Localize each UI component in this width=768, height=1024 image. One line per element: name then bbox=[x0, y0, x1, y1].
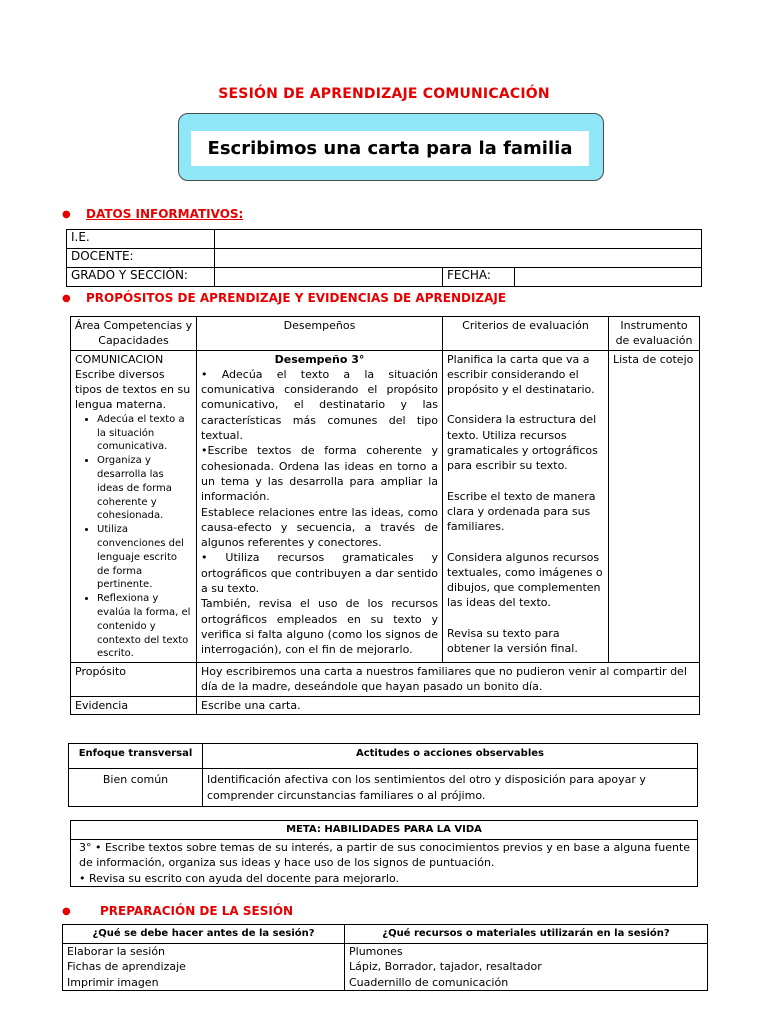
desempeno-item: • Utiliza recursos gramaticales y ortográficos que contribuyen a dar sentido a su texto. bbox=[201, 551, 438, 596]
list-item: • Utiliza convenciones del lenguaje escrito de forma pertinente. bbox=[97, 523, 192, 592]
col-header-instrumento: Instrumento de evaluación bbox=[609, 317, 700, 351]
bullet-icon: ● bbox=[62, 292, 71, 304]
evidencia-text: Escribe una carta. bbox=[197, 696, 700, 714]
proposito-label: Propósito bbox=[71, 663, 197, 697]
table-header-row bbox=[63, 925, 708, 944]
table-header-row bbox=[71, 821, 698, 840]
datos-heading-label: DATOS INFORMATIVOS: bbox=[86, 207, 244, 221]
meta-line: • Revisa su escrito con ayuda del docente para mejorarlo. bbox=[79, 871, 399, 885]
enfoque-text: Identificación afectiva con los sentimientos del otro y disposición para apoyar y comprender circunstancias familiares o al prójimo. bbox=[203, 769, 698, 807]
propositos-heading bbox=[62, 291, 506, 305]
area-cell bbox=[71, 350, 197, 663]
desempenos-cell bbox=[197, 350, 443, 663]
table-header-row bbox=[69, 744, 698, 769]
criterio-item: Revisa su texto para obtener la versión final. bbox=[447, 626, 578, 656]
session-title: Escribimos una carta para la familia bbox=[191, 131, 589, 166]
datos-table bbox=[66, 229, 702, 287]
fecha-label: FECHA: bbox=[443, 268, 515, 287]
criterio-item: Considera algunos recursos textuales, como imágenes o dibujos, que complementen las ideas del texto. bbox=[447, 550, 603, 610]
list-item: • Reflexiona y evalúa la forma, el contenido y contexto del texto escrito. bbox=[97, 592, 192, 661]
bullet-icon: ● bbox=[62, 905, 71, 917]
table-row bbox=[71, 696, 700, 714]
materials-header: ¿Qué recursos o materiales utilizarán en la sesión? bbox=[345, 925, 708, 944]
list-item: • Adecúa el texto a la situación comunicativa. bbox=[97, 413, 192, 454]
meta-table bbox=[70, 820, 698, 887]
criterio-item: Considera la estructura del texto. Utiliza recursos gramaticales y ortográficos para escribir su texto. bbox=[447, 413, 598, 473]
evidencia-label: Evidencia bbox=[71, 696, 197, 714]
capacidades-list bbox=[75, 413, 192, 661]
propositos-table bbox=[70, 316, 700, 715]
criterio-item: Escribe el texto de manera clara y ordenada para sus familiares. bbox=[447, 489, 596, 534]
table-row bbox=[67, 249, 702, 268]
list-item: Elaborar la sesión bbox=[67, 944, 166, 958]
list-item: Imprimir imagen bbox=[67, 975, 159, 989]
table-row bbox=[71, 839, 698, 887]
before-header: ¿Qué se debe hacer antes de la sesión? bbox=[63, 925, 345, 944]
table-row bbox=[67, 230, 702, 249]
table-row bbox=[69, 769, 698, 807]
table-row bbox=[71, 350, 700, 663]
desempeno-item: También, revisa el uso de los recursos ortográficos empleados en su texto y verifica si falta alguno (como los signos de interrogación), con el fin de mejorarlo. bbox=[201, 597, 438, 657]
proposito-text: Hoy escribiremos una carta a nuestros familiares que no pudieron venir al compartir del día de la madre, deseándole que hayan pasado un bonito día. bbox=[197, 663, 700, 697]
grado-label: GRADO Y SECCIÓN: bbox=[67, 268, 215, 287]
actitudes-header: Actitudes o acciones observables bbox=[203, 744, 698, 769]
competencia: Escribe diversos tipos de textos en su lengua materna. bbox=[75, 367, 191, 412]
preparacion-heading bbox=[62, 904, 293, 918]
propositos-heading-label: PROPÓSITOS DE APRENDIZAJE Y EVIDENCIAS DE APRENDIZAJE bbox=[86, 291, 507, 305]
bullet-icon: ● bbox=[62, 208, 71, 220]
grado-value bbox=[215, 268, 443, 287]
desempeno-item: • Adecúa el texto a la situación comunicativa considerando el propósito comunicativo, el destinatario y las características más comunes del tipo textual. bbox=[201, 367, 438, 443]
meta-header: META: HABILIDADES PARA LA VIDA bbox=[71, 821, 698, 840]
criterio-item: Planifica la carta que va a escribir considerando el propósito y el destinatario. bbox=[447, 352, 595, 397]
enfoque-header: Enfoque transversal bbox=[69, 744, 203, 769]
table-row bbox=[63, 943, 708, 991]
preparacion-heading-label: PREPARACIÓN DE LA SESIÓN bbox=[100, 904, 294, 918]
desempeno-item: Establece relaciones entre las ideas, como causa-efecto y secuencia, a través de algunos referentes y conectores. bbox=[201, 505, 438, 550]
before-cell bbox=[63, 943, 345, 991]
enfoque-name: Bien común bbox=[69, 769, 203, 807]
area-name: COMUNICACION bbox=[75, 352, 164, 366]
docente-label: DOCENTE: bbox=[67, 249, 215, 268]
materials-cell bbox=[345, 943, 708, 991]
datos-heading bbox=[62, 207, 243, 221]
col-header-area: Área Competencias y Capacidades bbox=[71, 317, 197, 351]
list-item: Plumones bbox=[349, 944, 403, 958]
list-item: Lápiz, Borrador, tajador, resaltador bbox=[349, 960, 542, 973]
session-title-box bbox=[178, 113, 604, 181]
main-title: SESIÓN DE APRENDIZAJE COMUNICACIÓN bbox=[218, 86, 550, 102]
fecha-value bbox=[515, 268, 702, 287]
ie-label: I.E. bbox=[67, 230, 215, 249]
criterios-cell bbox=[443, 350, 609, 663]
enfoque-table bbox=[68, 743, 698, 807]
table-row bbox=[67, 268, 702, 287]
desempeno-title: Desempeño 3° bbox=[274, 352, 365, 366]
preparacion-table bbox=[62, 924, 708, 991]
desempeno-item: •Escribe textos de forma coherente y cohesionada. Ordena las ideas en torno a un tema y las desarrolla para ampliar la información. bbox=[201, 444, 438, 504]
col-header-desempenos: Desempeños bbox=[197, 317, 443, 351]
meta-cell bbox=[71, 839, 698, 887]
meta-line: 3° • Escribe textos sobre temas de su interés, a partir de sus conocimientos previos y en base a alguna fuente de información, organiza sus ideas y hace uso de los signos de puntuación. bbox=[79, 840, 691, 869]
col-header-criterios: Criterios de evaluación bbox=[443, 317, 609, 351]
instrumento-cell: Lista de cotejo bbox=[609, 350, 700, 663]
list-item: Fichas de aprendizaje bbox=[67, 960, 186, 973]
list-item: Cuadernillo de comunicación bbox=[349, 975, 509, 989]
list-item: • Organiza y desarrolla las ideas de forma coherente y cohesionada. bbox=[97, 454, 192, 523]
table-row bbox=[71, 663, 700, 697]
docente-value bbox=[215, 249, 702, 268]
ie-value bbox=[215, 230, 702, 249]
table-header-row bbox=[71, 317, 700, 351]
